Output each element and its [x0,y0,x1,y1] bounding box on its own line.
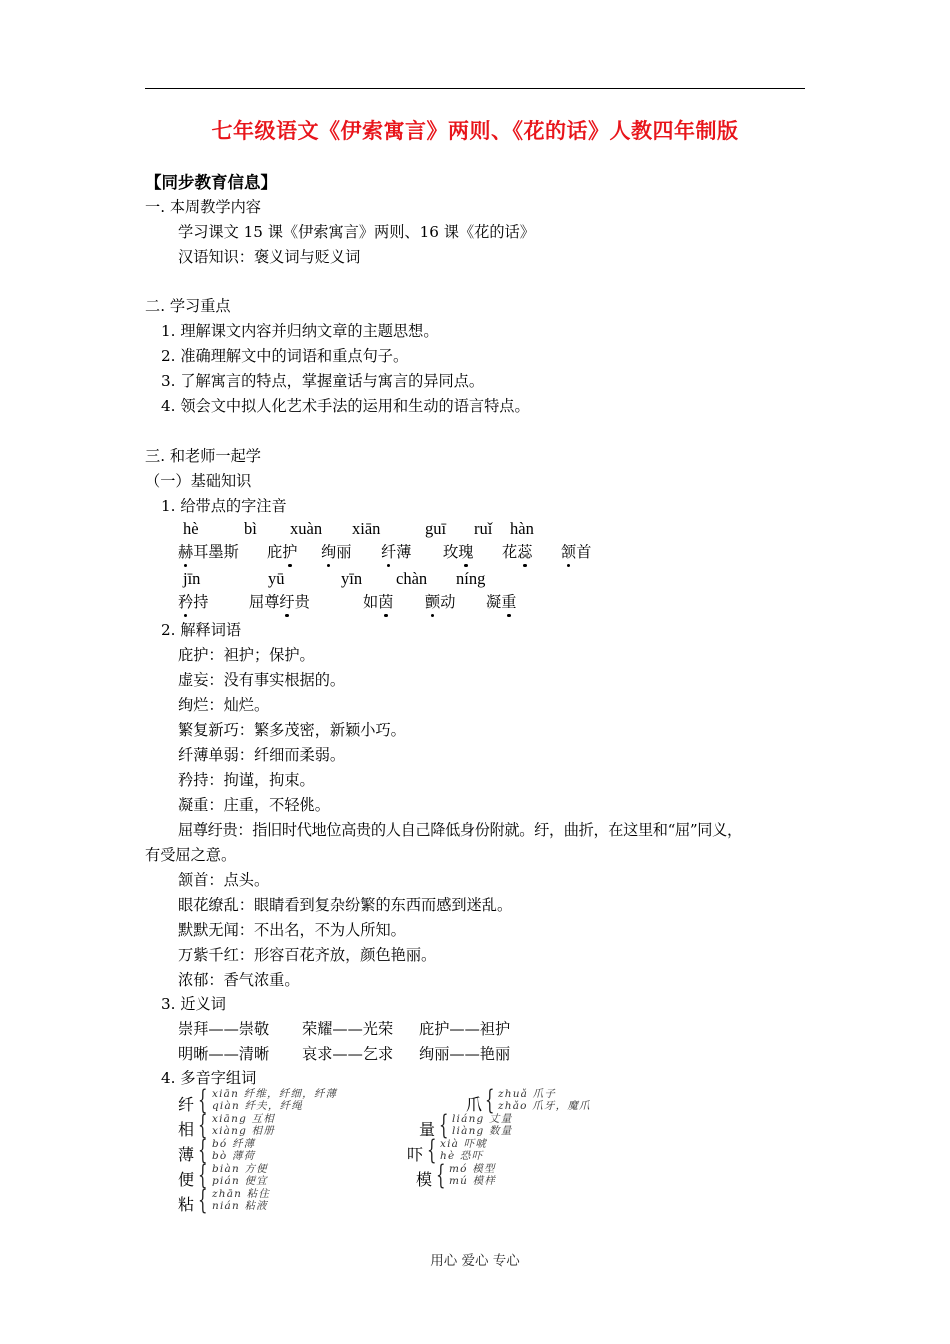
document-title: 七年级语文《伊索寓言》两则、《花的话》人教四年制版 [211,118,739,143]
polyphone-reading: zhuǎ 爪子 [498,1088,557,1100]
emphasis-dot-char: 绚 [321,543,337,561]
page-footer: 用心 爱心 专心 [430,1253,520,1269]
pinyin: níng [456,569,486,588]
polyphone-reading: liáng 丈量 [452,1113,513,1125]
polyphone-reading: biàn 方便 [212,1163,268,1175]
polyphone-reading: zhān 粘住 [212,1188,271,1200]
polyphone-reading: qiàn 纤夫，纤绳 [212,1100,303,1112]
polyphone-char: 量 [419,1120,436,1139]
definition: 绚烂：灿烂。 [178,696,270,714]
word: 玫瑰 [443,543,474,561]
brace: { [436,1160,446,1191]
question-2: 2. 解释词语 [161,621,242,639]
synonym-pair: 哀求——乞求 [302,1045,394,1063]
polyphone-reading: mó 模型 [449,1163,496,1175]
polyphone-reading: bò 薄荷 [212,1150,256,1162]
section-2-heading: 二. 学习重点 [145,297,231,315]
definition: 庇护：袒护；保护。 [178,646,315,664]
pinyin: hè [183,519,199,538]
subsection-heading: （一）基础知识 [145,472,252,490]
section-1-heading: 一. 本周教学内容 [145,198,261,216]
brace: { [198,1160,208,1191]
focus-item: 1. 理解课文内容并归纳文章的主题思想。 [161,322,439,340]
polyphone-reading: mú 模样 [449,1175,497,1187]
synonym-pair: 荣耀——光荣 [302,1020,394,1038]
pinyin: hàn [510,519,534,538]
polyphone-reading: nián 粘液 [212,1200,268,1212]
definition: 颔首：点头。 [178,871,270,889]
pinyin: ruǐ [474,519,493,538]
focus-item: 3. 了解寓言的特点，掌握童话与寓言的异同点。 [161,372,485,390]
emphasis-dot-char: 重 [501,593,517,611]
word: 屈尊纡贵 [249,593,310,611]
word: 赫耳墨斯 [178,543,239,561]
s1-line: 汉语知识：褒义词与贬义词 [178,248,361,266]
polyphone-char: 吓 [407,1145,424,1164]
definition: 矜持：拘谨，拘束。 [178,771,315,789]
pinyin: guī [425,519,447,538]
brace: { [198,1110,208,1141]
polyphone-reading: xiàng 相册 [212,1125,275,1137]
word: 矜持 [178,593,209,611]
polyphone-char: 模 [416,1170,433,1189]
synonym-pair: 崇拜——崇敬 [178,1020,270,1038]
pinyin: yīn [341,569,363,588]
polyphone-char: 纤 [178,1095,195,1114]
emphasis-dot-char: 纤 [381,543,397,561]
definition-long-cont: 有受屈之意。 [145,846,237,864]
s1-line: 学习课文 15 课《伊索寓言》两则、16 课《花的话》 [178,223,535,241]
definition: 眼花缭乱：眼睛看到复杂纷繁的东西而感到迷乱。 [178,896,513,914]
header-rule [145,88,805,89]
polyphone-char: 相 [178,1120,195,1139]
polyphone-char: 薄 [178,1145,195,1164]
synonym-pair: 明晰——清晰 [178,1045,270,1063]
polyphone-reading: zhǎo 爪牙，魔爪 [498,1100,591,1112]
polyphone-reading: pián 便宜 [212,1175,268,1187]
pinyin: jīn [183,569,201,588]
word: 颤动 [425,593,456,611]
polyphone-reading: liàng 数量 [452,1125,513,1137]
question-1: 1. 给带点的字注音 [161,497,287,515]
synonym-pair: 庇护——袒护 [419,1020,511,1038]
definition: 默默无闻：不出名，不为人所知。 [178,921,406,939]
brace: { [198,1085,208,1116]
emphasis-dot-char: 茵 [378,593,394,611]
emphasis-dot-char: 瑰 [458,543,474,561]
emphasis-dot-char: 蕊 [517,543,533,561]
brace: { [198,1135,208,1166]
emphasis-dot-char: 纡 [279,593,295,611]
synonym-pair: 绚丽——艳丽 [419,1045,511,1063]
polyphone-char: 爪 [466,1095,483,1114]
polyphone-reading: hè 恐吓 [440,1150,484,1162]
polyphone-reading: xiāng 互相 [212,1113,275,1125]
question-4: 4. 多音字组词 [161,1069,257,1087]
question-3: 3. 近义词 [161,995,226,1013]
polyphone-reading: xià 吓唬 [440,1138,488,1150]
pinyin: xuàn [290,519,323,538]
section-3-heading: 三. 和老师一起学 [145,447,261,465]
emphasis-dot-char: 颤 [425,593,441,611]
brace: { [439,1110,449,1141]
word: 颔首 [561,543,592,561]
polyphone-reading: xiān 纤维，纤细，纤薄 [212,1088,338,1100]
word: 庇护 [267,543,298,561]
polyphone-char: 便 [178,1170,195,1189]
section-tag: 【同步教育信息】 [145,173,277,192]
definition: 浓郁：香气浓重。 [178,971,300,989]
word: 凝重 [486,593,517,611]
emphasis-dot-char: 护 [282,543,298,561]
emphasis-dot-char: 矜 [178,593,194,611]
focus-item: 4. 领会文中拟人化艺术手法的运用和生动的语言特点。 [161,397,530,415]
word: 纤薄 [381,543,412,561]
definition-long: 屈尊纡贵：指旧时代地位高贵的人自己降低身份附就。纡，曲折，在这里和“屈”同义， [178,821,742,839]
emphasis-dot-char: 颔 [561,543,577,561]
brace: { [427,1135,437,1166]
pinyin: yū [268,569,285,588]
pinyin: bì [244,519,257,538]
pinyin: xiān [352,519,381,538]
emphasis-dot-char: 赫 [178,543,194,561]
word: 绚丽 [321,543,352,561]
polyphone-char: 粘 [178,1195,195,1214]
word: 花蕊 [502,543,533,561]
brace: { [198,1185,208,1216]
definition: 繁复新巧：繁多茂密，新颖小巧。 [178,721,406,739]
definition: 虚妄：没有事实根据的。 [178,671,346,689]
pinyin: chàn [396,569,428,588]
definition: 万紫千红：形容百花齐放，颜色艳丽。 [178,946,437,964]
brace: { [485,1085,495,1116]
definition: 凝重：庄重，不轻佻。 [178,796,330,814]
focus-item: 2. 准确理解文中的词语和重点句子。 [161,347,409,365]
definition: 纤薄单弱：纤细而柔弱。 [178,746,346,764]
polyphone-reading: bó 纤薄 [212,1138,256,1150]
word: 如茵 [363,593,394,611]
